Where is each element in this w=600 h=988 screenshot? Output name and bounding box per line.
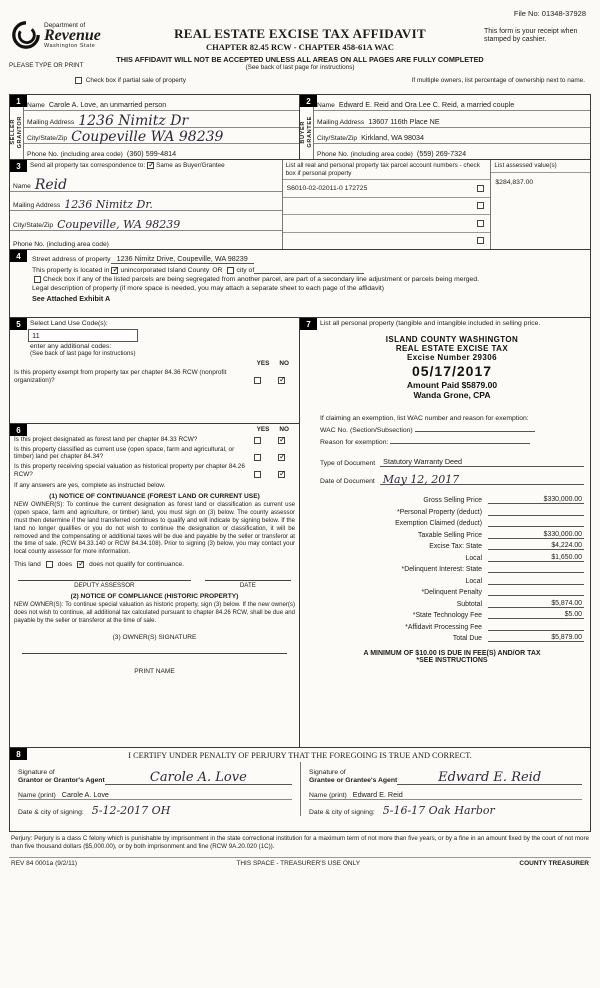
corr-phone-label: Phone No. (including area code) bbox=[13, 241, 109, 248]
assessed-value-row bbox=[491, 230, 590, 249]
revenue-logo bbox=[11, 20, 101, 50]
parcel-numbers-header: List all real and personal property tax parcel account numbers - check box if personal property bbox=[283, 160, 491, 180]
send-correspondence-label: Send all property tax correspondence to: bbox=[30, 162, 146, 169]
grantor-sig-label-2: Grantor or Grantor's Agent bbox=[18, 777, 105, 785]
grantee-signature-block bbox=[300, 762, 590, 816]
please-type-note: PLEASE TYPE OR PRINT bbox=[9, 62, 84, 69]
section-3-badge: 3 bbox=[10, 160, 27, 172]
section-tax-correspondence bbox=[9, 160, 591, 250]
grantee-print-label: Name (print) bbox=[309, 792, 347, 799]
grantor-signature[interactable]: Carole A. Love bbox=[105, 772, 292, 785]
minimum-fee-note: A MINIMUM OF $10.00 IS DUE IN FEE(S) AND/OR TAX bbox=[363, 650, 541, 658]
city-of-blank[interactable] bbox=[254, 266, 364, 274]
grantor-print-label: Name (print) bbox=[18, 792, 56, 799]
section-2-badge: 2 bbox=[300, 95, 317, 107]
total-due[interactable]: $5,879.00 bbox=[488, 634, 584, 642]
personal-property-checkbox[interactable] bbox=[477, 185, 484, 192]
partial-sale-row bbox=[73, 77, 186, 84]
logo-state-text: Washington State bbox=[44, 42, 96, 49]
located-in-label: This property is located in bbox=[32, 266, 110, 274]
grantor-sig-label-1: Signature of bbox=[18, 769, 55, 777]
buyer-phone-label: Phone No. (including area code) bbox=[317, 151, 413, 158]
section-7-badge: 7 bbox=[300, 318, 317, 330]
section-1-badge: 1 bbox=[10, 95, 27, 107]
grantee-sig-label-1: Signature of bbox=[309, 769, 346, 777]
land-use-code-value[interactable]: 11 bbox=[28, 329, 138, 342]
stamp-title: REAL ESTATE EXCISE TAX bbox=[395, 344, 509, 353]
section-continuance bbox=[9, 424, 300, 748]
excise-tax-local[interactable]: $1,650.00 bbox=[488, 554, 584, 562]
perjury-notice: Perjury: Perjury is a class C felony which is punishable by imprisonment in the state correctional institution for a maximum term of not more than five years, or by a fine in an amount fixed by the court of not more than five thousand dollars ($5,000.00), or by both imprisonment and fine (RCW 9A.20.020 (1C)). bbox=[11, 835, 589, 851]
grantee-date-label: Date & city of signing: bbox=[309, 809, 375, 816]
form-subtitle: CHAPTER 82.45 RCW - CHAPTER 458-61A WAC bbox=[206, 42, 394, 52]
buyer-name-value[interactable]: Edward E. Reid and Ora Lee C. Reid, a married couple bbox=[338, 100, 515, 110]
wac-no-label: WAC No. (Section/Subsection) bbox=[320, 427, 413, 435]
does-checkbox[interactable] bbox=[46, 561, 53, 568]
grantee-date-value[interactable]: 5-16-17 Oak Harbor bbox=[382, 804, 495, 817]
grantor-date-label: Date & city of signing: bbox=[18, 809, 84, 816]
grantor-print-name[interactable]: Carole A. Love bbox=[61, 790, 109, 799]
section-tax-computation bbox=[300, 318, 591, 748]
exemption-note: If claiming an exemption, list WAC number and reason for exemption: bbox=[320, 415, 529, 422]
corr-mailing-label: Mailing Address bbox=[13, 202, 61, 209]
owners-signature-title: (3) OWNER(S) SIGNATURE bbox=[112, 634, 197, 642]
assessed-value-row bbox=[491, 173, 590, 192]
seller-city-label: City/State/Zip bbox=[27, 134, 68, 142]
rev-form-number: REV 84 0001a (9/2/11) bbox=[11, 860, 78, 868]
delinquent-interest-state[interactable] bbox=[488, 572, 584, 573]
delinquent-interest-local[interactable] bbox=[488, 584, 584, 585]
street-address-label: Street address of property bbox=[32, 255, 111, 263]
assessed-values-header: List assessed value(s) bbox=[491, 160, 590, 173]
type-of-document-value[interactable]: Statutory Warranty Deed bbox=[380, 457, 584, 467]
buyer-city-label: City/State/Zip bbox=[317, 134, 358, 142]
date-of-document-value[interactable]: May 12, 2017 bbox=[380, 475, 584, 485]
corr-name-value[interactable]: Reid bbox=[34, 176, 68, 193]
assessed-value[interactable]: $284,837.00 bbox=[495, 178, 534, 186]
section-land-use bbox=[9, 318, 300, 424]
additional-codes-label: enter any additional codes: bbox=[30, 343, 112, 350]
unincorporated-checkbox[interactable] bbox=[111, 267, 118, 274]
personal-property-intro: List all personal property (tangible and intangible included in selling price. bbox=[320, 320, 541, 327]
reason-label: Reason for exemption: bbox=[320, 439, 389, 447]
legal-description-label: Legal description of property (if more space is needed, you may attach a separate sheet to each page of the affidavit) bbox=[32, 285, 385, 292]
logo-name-text: Revenue bbox=[44, 26, 101, 44]
buyer-city-value[interactable]: Kirkland, WA 98034 bbox=[361, 132, 424, 142]
section-8-badge: 8 bbox=[10, 748, 27, 760]
multiple-owners-note: If multiple owners, list percentage of ownership next to name. bbox=[411, 77, 585, 84]
file-number: File No: 01348-37928 bbox=[513, 9, 586, 18]
deputy-assessor-line[interactable]: DEPUTY ASSESSOR bbox=[18, 580, 191, 589]
seller-name-value[interactable]: Carole A. Love, an unmarried person bbox=[48, 100, 167, 110]
form-title: REAL ESTATE EXCISE TAX AFFIDAVIT bbox=[174, 26, 426, 41]
corr-mailing-value[interactable]: 1236 Nimitz Dr. bbox=[64, 198, 153, 211]
assessed-value-row bbox=[491, 211, 590, 230]
grantor-date-value[interactable]: 5-12-2017 OH bbox=[91, 804, 171, 817]
historic-question: Is this property receiving special valuation as historical property per chapter 84.26 RCW? bbox=[14, 463, 245, 478]
money-table: Gross Selling Price $330,000.00 *Personal Property (deduct) Exemption Claimed (deduct) Taxable Selling Price $330,000.00 Excise Tax: State $4,224.00 Local $1,650.00 *Delinquent Interest: State Local *Delinquent Penalty Subtotal $5,874.00 *State Technology Fee $5.00 *Affidavit Processing Fee Total Due $5,879.00 bbox=[395, 496, 582, 643]
grantee-print-name[interactable]: Edward E. Reid bbox=[352, 790, 403, 799]
revenue-swirl-icon bbox=[11, 20, 41, 50]
owners-signature-line[interactable] bbox=[22, 653, 287, 654]
does-not-checkbox[interactable] bbox=[77, 561, 84, 568]
no-header-6: NO bbox=[279, 426, 289, 433]
same-as-buyer-label: Same as Buyer/Grantee bbox=[156, 162, 225, 169]
parcel-row bbox=[283, 233, 491, 249]
treasurer-stamp bbox=[386, 335, 518, 400]
exemption-claimed-deduct[interactable] bbox=[488, 526, 584, 527]
partial-sale-checkbox[interactable] bbox=[75, 77, 82, 84]
print-name-label: PRINT NAME bbox=[134, 668, 175, 676]
buyer-mailing-value[interactable]: 13607 116th Place NE bbox=[368, 116, 440, 126]
state-technology-fee[interactable]: $5.00 bbox=[488, 611, 584, 619]
section-4-badge: 4 bbox=[10, 250, 27, 262]
grantor-signature-block bbox=[10, 762, 300, 816]
buyer-phone-value[interactable]: (559) 269-7324 bbox=[416, 149, 467, 158]
stamp-county: ISLAND COUNTY WASHINGTON bbox=[385, 335, 519, 344]
this-land-label: This land bbox=[14, 561, 41, 569]
taxable-selling-price[interactable]: $330,000.00 bbox=[488, 531, 584, 539]
historic-no-checkbox[interactable] bbox=[278, 471, 285, 478]
segregated-note: Check box if any of the listed parcels are being segregated from another parcel, are part of a secondary line adjustment or parcels being merged. bbox=[43, 276, 479, 283]
segregated-checkbox[interactable] bbox=[34, 276, 41, 283]
parcel-number[interactable]: S6010-02-02011-0 172725 bbox=[286, 184, 368, 192]
forest-no-checkbox[interactable] bbox=[278, 437, 285, 444]
stamp-signer: Wanda Grone, CPA bbox=[413, 390, 491, 400]
exempt-question: Is this property exempt from property tax per chapter 84.36 RCW (nonprofit organization)? bbox=[14, 369, 227, 384]
section-seller-grantor bbox=[9, 94, 300, 160]
historic-yes-checkbox[interactable] bbox=[254, 471, 261, 478]
current-use-yes-checkbox[interactable] bbox=[254, 454, 261, 461]
subtotal[interactable]: $5,874.00 bbox=[488, 600, 584, 608]
receipt-note: This form is your receipt when stamped by cashier. bbox=[484, 28, 578, 44]
section-6-badge: 6 bbox=[10, 424, 27, 436]
grantee-signature[interactable]: Edward E. Reid bbox=[397, 772, 582, 785]
land-use-label: Select Land Use Code(s): bbox=[30, 320, 108, 327]
corr-city-label: City/State/Zip bbox=[13, 221, 54, 229]
form-header bbox=[9, 6, 591, 94]
forest-land-question: Is this project designated as forest land per chapter 84.33 RCW? bbox=[14, 436, 198, 443]
buyer-side-label: BUYER GRANTEE bbox=[300, 95, 314, 159]
notice-continuance-title: (1) NOTICE OF CONTINUANCE (FOREST LAND OR CURRENT USE) bbox=[49, 493, 260, 501]
current-use-question: Is this property classified as current use (open space, farm and agricultural, or timber) land per chapter 84.34? bbox=[14, 445, 235, 461]
section-5-badge: 5 bbox=[10, 318, 27, 330]
any-yes-note: If any answers are yes, complete as instructed below. bbox=[14, 482, 166, 490]
see-instructions-note: *SEE INSTRUCTIONS bbox=[416, 657, 488, 665]
current-use-no-checkbox[interactable] bbox=[278, 454, 285, 461]
notice-continuance-body: NEW OWNER(S): To continue the current designation as forest land or classification as current use (open space, farm and agriculture, or timber) land, you must sign on (3) below. The county assessor must then determine if the land transferred continues to qualify and will indicate by signing below. If the land no longer qualifies or you do not wish to continue the designation or classification, it will be removed and the compensating or additional taxes will be due and payable by the seller or transferor at the time of sale. (RCW 84.33.140 or RCW 84.34.108). Prior to signing (3) below, you may contact your local county assessor for more information. bbox=[14, 501, 295, 556]
delinquent-penalty[interactable] bbox=[488, 595, 584, 596]
deputy-date-line[interactable]: DATE bbox=[205, 580, 291, 589]
does-label: does bbox=[57, 561, 73, 569]
partial-sale-label: Check box if partial sale of property bbox=[85, 77, 186, 85]
yes-header: YES bbox=[256, 360, 270, 367]
or-label: OR bbox=[212, 266, 223, 274]
seller-mailing-label: Mailing Address bbox=[27, 118, 75, 126]
excise-tax-state[interactable]: $4,224.00 bbox=[488, 542, 584, 550]
wac-no-blank[interactable] bbox=[415, 424, 535, 432]
gross-selling-price[interactable]: $330,000.00 bbox=[488, 496, 584, 504]
exempt-no-checkbox[interactable] bbox=[278, 377, 285, 384]
see-back-note-5: (See back of last page for instructions) bbox=[30, 350, 136, 357]
stamp-amount: Amount Paid $5879.00 bbox=[406, 380, 498, 390]
completion-warning: THIS AFFIDAVIT WILL NOT BE ACCEPTED UNLESS ALL AREAS ON ALL PAGES ARE FULLY COMPLETED bbox=[116, 55, 484, 64]
section-certification bbox=[9, 748, 591, 832]
type-of-document-label: Type of Document bbox=[320, 459, 376, 467]
buyer-mailing-label: Mailing Address bbox=[317, 118, 365, 126]
exhibit-note: See Attached Exhibit A bbox=[32, 294, 111, 303]
parcel-row bbox=[283, 180, 491, 197]
see-back-note: (See back of last page for instructions) bbox=[245, 64, 355, 71]
unincorporated-label: unincorporated Island County bbox=[120, 266, 210, 274]
city-of-checkbox[interactable] bbox=[227, 267, 234, 274]
treasurer-space-label: THIS SPACE - TREASURER'S USE ONLY bbox=[236, 860, 361, 868]
yes-header-6: YES bbox=[256, 426, 270, 433]
grantee-sig-label-2: Grantee or Grantee's Agent bbox=[309, 777, 398, 785]
date-of-document-label: Date of Document bbox=[320, 477, 375, 485]
parcel-row bbox=[283, 215, 491, 232]
corr-name-label: Name bbox=[13, 182, 31, 190]
affidavit-processing-fee[interactable] bbox=[488, 630, 584, 631]
same-as-buyer-checkbox[interactable] bbox=[147, 162, 154, 169]
parcel-row bbox=[283, 198, 491, 215]
personal-property-checkbox[interactable] bbox=[477, 237, 484, 244]
city-of-label: city of bbox=[236, 266, 255, 274]
exempt-yes-checkbox[interactable] bbox=[254, 377, 261, 384]
seller-phone-value[interactable]: (360) 599-4814 bbox=[126, 149, 177, 158]
logo-dept-text: Department of bbox=[44, 21, 86, 29]
reason-blank[interactable] bbox=[390, 436, 530, 444]
no-header: NO bbox=[279, 360, 289, 367]
notice-compliance-title: (2) NOTICE OF COMPLIANCE (HISTORIC PROPERTY) bbox=[70, 593, 239, 601]
stamp-excise-number: Excise Number 29306 bbox=[407, 353, 497, 362]
section-buyer-grantee bbox=[300, 94, 591, 160]
assessed-value-row bbox=[491, 192, 590, 211]
seller-side-label: SELLER GRANTOR bbox=[10, 95, 24, 159]
seller-phone-label: Phone No. (including area code) bbox=[27, 151, 123, 158]
street-address-value[interactable]: 1236 Nimitz Drive, Coupeville, WA 98239 bbox=[111, 254, 254, 264]
notice-compliance-body: NEW OWNER(S): To continue special valuation as historic property, sign (3) below. If the new owner(s) does not wish to continue, all additional tax calculated pursuant to chapter 84.26 RCW, shall be due and payable by the seller or transferor at the time of sale. bbox=[14, 601, 295, 624]
seller-mailing-value[interactable]: 1236 Nimitz Dr bbox=[78, 112, 189, 129]
corr-city-value[interactable]: Coupeville, WA 98239 bbox=[57, 217, 181, 231]
forest-yes-checkbox[interactable] bbox=[254, 437, 261, 444]
county-treasurer-label: COUNTY TREASURER bbox=[519, 860, 589, 868]
personal-property-checkbox[interactable] bbox=[477, 220, 484, 227]
stamp-date: 05/17/2017 bbox=[411, 363, 493, 379]
buyer-name-label: Name bbox=[317, 102, 335, 110]
section-property-location bbox=[9, 250, 591, 318]
seller-city-value[interactable]: Coupeville WA 98239 bbox=[71, 128, 224, 145]
personal-property-deduct[interactable] bbox=[488, 515, 584, 516]
seller-name-label: Name bbox=[27, 102, 45, 110]
certify-statement: I CERTIFY UNDER PENALTY OF PERJURY THAT THE FOREGOING IS TRUE AND CORRECT. bbox=[128, 751, 472, 760]
personal-property-checkbox[interactable] bbox=[477, 202, 484, 209]
does-not-label: does not qualify for continuance. bbox=[89, 561, 185, 569]
